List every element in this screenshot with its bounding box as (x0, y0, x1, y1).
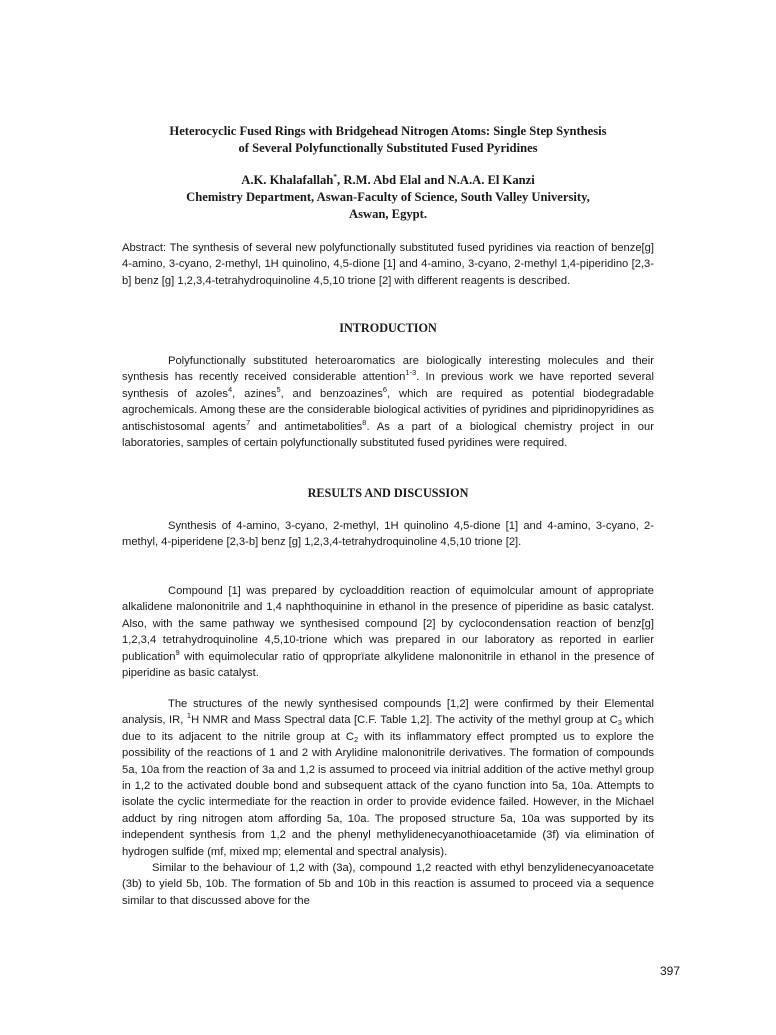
author-names (100, 172, 676, 189)
paper-title (100, 123, 676, 157)
citation-9: 9 (175, 647, 180, 657)
author-names-rest: , R.M. Abd Elal and N.A.A. El Kanzi (337, 173, 535, 187)
intro-text-3: , azines (232, 387, 277, 400)
intro-text-5: , which are required as potential biodegradable agrochemicals. Among these are the considerable biological activities of pyridines and pipridinopyridines as antischistosomal agents (122, 387, 654, 433)
results-paragraph-3 (122, 696, 654, 860)
results-paragraph-2 (122, 583, 654, 681)
results-p2-text-b: with equimolecular ratio of qpproprïate alkylidene malononitrile in ethanol in the presence of piperidine as basic catalyst. (122, 650, 654, 680)
citation-6: 6 (382, 384, 388, 394)
citation-8: 8 (362, 417, 367, 427)
results-continued (122, 696, 654, 909)
abstract: Abstract: The synthesis of several new polyfunctionally substituted fused pyridines via reaction of benze[g] 4-amino, 3-cyano, 2-methyl, 1H quinolino, 4,5-dione [1] and 4-amino, 3-cyano, 2-methyl 1,4-piperidino [2,3-b] benz [g] 1,2,3,4-tetrahydroquinoline 4,5,10 trione [2] with different reagents is described. (122, 242, 654, 287)
affiliation-line-1: Chemistry Department, Aswan-Faculty of Science, South Valley University, (186, 190, 590, 204)
corresponding-author-mark: * (333, 172, 338, 181)
intro-text-6: and antimetabolities (250, 420, 363, 433)
intro-text-1: Polyfunctionally substituted heteroaromatics are biologically interesting molecules and their synthesis has recently received considerable attention (122, 355, 654, 384)
title-line-1: Heterocyclic Fused Rings with Bridgehead Nitrogen Atoms: Single Step Synthesis (169, 124, 607, 138)
intro-text-4: , and benzoazines (280, 387, 383, 400)
introduction-paragraph (122, 353, 654, 451)
nmr-superscript: 1 (186, 711, 192, 721)
intro-text-7: . As a part of a biological chemistry project in our laboratories, samples of certain polyfunctionally substituted fused pyridines were required. (122, 420, 654, 450)
affiliation-line-2: Aswan, Egypt. (348, 207, 428, 221)
page-number: 397 (659, 964, 680, 978)
results-p2-text-a: Compound [1] was prepared by cycloaddition reaction of equimolcular amount of appropriate alkalidene malononitrile and 1,4 naphthoquinine in ethanol in the presence of piperidine as basic catalyst. Also, with the same pathway we synthesised compound [2] by cyclocondensation reaction of benz[g] 1,2,3,4 tetrahydroquinoline 4,5,10-trione which was prepared in our laboratory as reported in earlier publication (122, 585, 654, 663)
title-line-2: of Several Polyfunctionally Substituted Fused Pyridines (238, 141, 538, 155)
citation-1-3: 1-3 (405, 368, 417, 378)
section-heading-introduction: INTRODUCTION (339, 321, 437, 335)
intro-text-2: . In previous work we have reported several synthesis of azoles (122, 371, 655, 400)
carbon-subscript-2: 2 (354, 734, 359, 744)
results-paragraph-4: Similar to the behaviour of 1,2 with (3a), compound 1,2 reacted with ethyl benzylidenecyanoacetate (3b) to yield 5b, 10b. The formation of 5b and 10b in this reaction is assumed to proceed via a sequence similar to that discussed above for the (122, 862, 654, 907)
section-heading-results: RESULTS AND DISCUSSION (307, 486, 469, 500)
results-p3-text-d: with its inflammatory effect prompted us to explore the possibility of the reactions of 1 and 2 with Arylidine malononitrile derivatives. The formation of compounds 5a, 10a from the reaction of 3a and 1,2 is assumed to proceed via initrial addition of the active methyl group in 1,2 to the activated double bond and subsequent attack of the cyano function into 5a, 10a. Attempts to isolate the cyclic intermediate for the reaction in order to provide evidence failed. However, in the Michael adduct by ring nitrogen atom affording 5a, 10a. The proposed structure 5a, 10a was supported by its independent synthesis from 1,2 and the phenyl methylidenecyanothioacetamide (3f) via elimination of hydrogen sulfide (mf, mixed mp; elemental and spectral analysis). (122, 730, 654, 858)
citation-7: 7 (246, 417, 251, 427)
citation-4: 4 (227, 384, 233, 394)
author-name-first: A.K. Khalafallah (241, 173, 334, 187)
results-p3-text-a: The structures of the newly synthesised compounds [1,2] were confirmed by their Elemental analysis, IR, (122, 698, 654, 727)
author-block (100, 172, 676, 223)
results-p3-text-b: H NMR and Mass Spectral data [C.F. Table 1,2]. The activity of the methyl group at C (191, 714, 618, 727)
results-p3-text-c: which due to its adjacent to the nitrile group at C (122, 714, 654, 743)
results-paragraph-1: Synthesis of 4-amino, 3-cyano, 2-methyl, 1H quinolino 4,5-dione [1] and 4-amino, 3-cyano, 2-methyl, 4-piperidene [2,3-b] benz [g] 1,2,3,4-tetrahydroquinoline 4,5,10 trione [2]. (122, 520, 654, 549)
carbon-subscript-3: 3 (617, 718, 622, 728)
citation-5: 5 (276, 384, 281, 394)
